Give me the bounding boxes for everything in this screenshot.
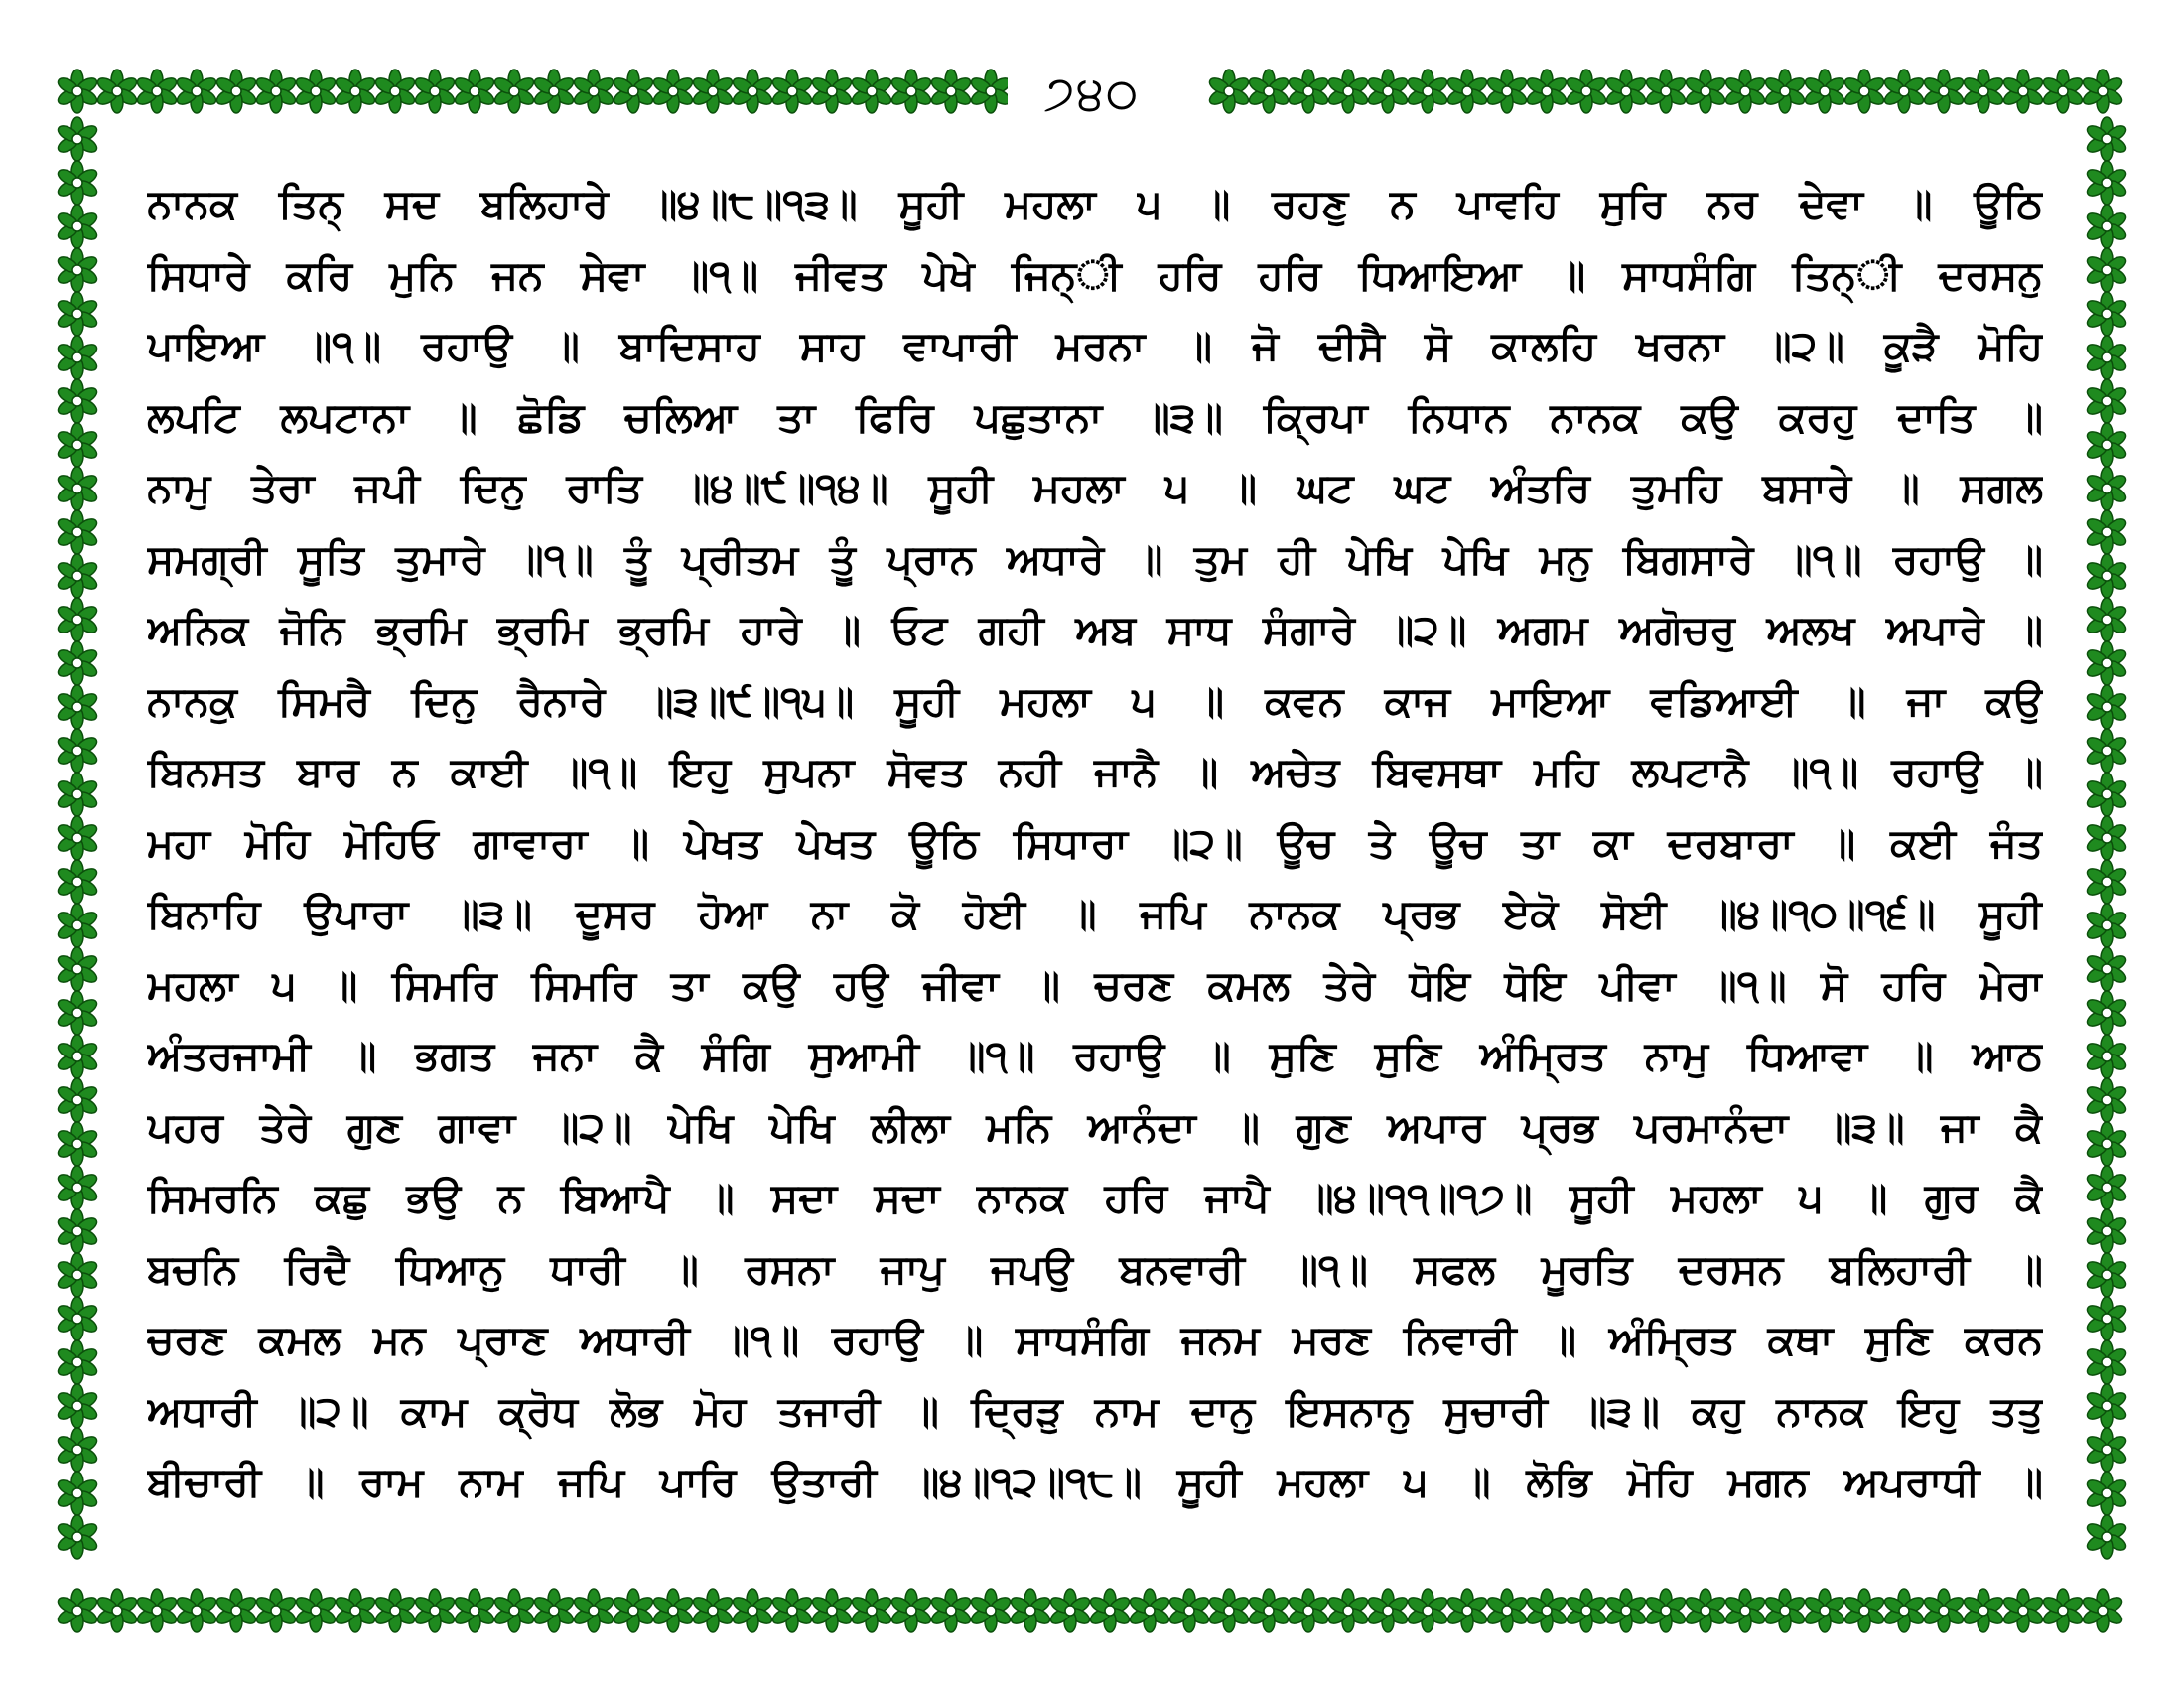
flower-icon — [2085, 423, 2128, 467]
flower-icon — [1803, 70, 1846, 113]
flower-icon — [1128, 1589, 1171, 1632]
flower-icon — [1962, 1589, 2005, 1632]
flower-icon — [2085, 1078, 2128, 1122]
flower-icon — [1763, 70, 1807, 113]
flower-icon — [929, 70, 973, 113]
text-line: ਚਰਣ ਕਮਲ ਮਨ ਪ੍ਰਾਣ ਅਧਾਰੀ ॥੧॥ ਰਹਾਉ ॥ ਸਾਧਸੰਗਿ ਜਨਮ ਮਰਣ ਨਿਵਾਰੀ ॥ ਅੰਮ੍ਰਿਤ ਕਥਾ ਸੁਣਿ ਕਰਨ — [147, 1316, 2043, 1363]
flower-icon — [1366, 70, 1410, 113]
flower-icon — [532, 70, 576, 113]
flower-icon — [413, 70, 457, 113]
flower-icon — [2085, 860, 2128, 904]
flower-icon — [572, 70, 615, 113]
text-line: ਅਨਿਕ ਜੋਨਿ ਭ੍ਰਮਿ ਭ੍ਰਮਿ ਭ੍ਰਮਿ ਹਾਰੇ ॥ ਓਟ ਗਹੀ ਅਬ ਸਾਧ ਸੰਗਾਰੇ ॥੨॥ ਅਗਮ ਅਗੋਚਰੁ ਅਲਖ ਅਪਾਰੇ ॥ — [147, 606, 2043, 653]
flower-icon — [2085, 1515, 2128, 1559]
flower-icon — [2001, 1589, 2045, 1632]
flower-icon — [214, 1589, 258, 1632]
flower-icon — [56, 1122, 99, 1166]
flower-icon — [2085, 816, 2128, 860]
flower-icon — [56, 1253, 99, 1297]
flower-icon — [1803, 1589, 1846, 1632]
flower-icon — [56, 205, 99, 248]
flower-icon — [612, 1589, 655, 1632]
flower-icon — [2085, 205, 2128, 248]
flower-icon — [56, 1078, 99, 1122]
flower-icon — [56, 1035, 99, 1078]
flower-icon — [2085, 1384, 2128, 1428]
text-line: ਸਿਧਾਰੇ ਕਰਿ ਮੁਨਿ ਜਨ ਸੇਵਾ ॥੧॥ ਜੀਵਤ ਪੇਖੇ ਜਿਨ੍ੀ ਹਰਿ ਹਰਿ ਧਿਆਇਆ ॥ ਸਾਧਸੰਗਿ ਤਿਨ੍ੀ ਦਰਸਨੁ — [147, 250, 2043, 299]
flower-icon — [731, 1589, 774, 1632]
flower-icon — [1604, 1589, 1648, 1632]
flower-icon — [492, 1589, 536, 1632]
flower-icon — [56, 117, 99, 161]
flower-icon — [1882, 70, 1926, 113]
flower-icon — [56, 423, 99, 467]
flower-icon — [254, 1589, 298, 1632]
flower-icon — [889, 70, 933, 113]
flower-icon — [1207, 1589, 1251, 1632]
flower-icon — [56, 1340, 99, 1384]
flower-icon — [2085, 117, 2128, 161]
flower-icon — [294, 1589, 338, 1632]
text-line: ਅਧਾਰੀ ॥੨॥ ਕਾਮ ਕ੍ਰੋਧ ਲੋਭ ਮੋਹ ਤਜਾਰੀ ॥ ਦ੍ਰਿੜੁ ਨਾਮ ਦਾਨੁ ਇਸਨਾਨੁ ਸੁਚਾਰੀ ॥੩॥ ਕਹੁ ਨਾਨਕ ਇਹੁ ਤਤੁ — [147, 1386, 2043, 1435]
page-number: ੭੪੦ — [1008, 58, 1176, 129]
flower-icon — [1723, 70, 1767, 113]
text-line: ਲਪਟਿ ਲਪਟਾਨਾ ॥ ਛੋਡਿ ਚਲਿਆ ਤਾ ਫਿਰਿ ਪਛੁਤਾਨਾ ॥੩॥ ਕ੍ਰਿਪਾ ਨਿਧਾਨ ਨਾਨਕ ਕਉ ਕਰਹੁ ਦਾਤਿ ॥ — [147, 392, 2043, 441]
flower-icon — [56, 161, 99, 205]
flower-icon — [1326, 70, 1370, 113]
flower-icon — [612, 70, 655, 113]
flower-icon — [2001, 70, 2045, 113]
flower-icon — [214, 70, 258, 113]
flower-icon — [2085, 1166, 2128, 1209]
flower-icon — [2085, 685, 2128, 729]
text-line: ਬਚਨਿ ਰਿਦੈ ਧਿਆਨੁ ਧਾਰੀ ॥ ਰਸਨਾ ਜਾਪੁ ਜਪਉ ਬਨਵਾਰੀ ॥੧॥ ਸਫਲ ਮੂਰਤਿ ਦਰਸਨ ਬਲਿਹਾਰੀ ॥ — [147, 1244, 2043, 1293]
flower-icon — [2085, 554, 2128, 598]
text-line: ਸਮਗ੍ਰੀ ਸੂਤਿ ਤੁਮਾਰੇ ॥੧॥ ਤੂੰ ਪ੍ਰੀਤਮ ਤੂੰ ਪ੍ਰਾਨ ਅਧਾਰੇ ॥ ਤੁਮ ਹੀ ਪੇਖਿ ਪੇਖਿ ਮਨੁ ਬਿਗਸਾਰੇ ॥੧॥ ਰਹਾਉ ॥ — [147, 534, 2043, 583]
flower-icon — [2085, 1035, 2128, 1078]
flower-icon — [56, 991, 99, 1035]
flower-icon — [2085, 641, 2128, 685]
flower-icon — [56, 554, 99, 598]
flower-icon — [56, 816, 99, 860]
flower-icon — [373, 1589, 417, 1632]
flower-icon — [969, 70, 1013, 113]
flower-icon — [1485, 70, 1529, 113]
flower-icon — [1247, 1589, 1291, 1632]
text-line: ਅੰਤਰਜਾਮੀ ॥ ਭਗਤ ਜਨਾ ਕੈ ਸੰਗਿ ਸੁਆਮੀ ॥੧॥ ਰਹਾਉ ॥ ਸੁਣਿ ਸੁਣਿ ਅੰਮ੍ਰਿਤ ਨਾਮੁ ਧਿਆਵਾ ॥ ਆਠ — [147, 1032, 2043, 1079]
flower-icon — [56, 70, 99, 113]
flower-icon — [2085, 467, 2128, 510]
flower-icon — [294, 70, 338, 113]
flower-icon — [56, 292, 99, 336]
flower-icon — [56, 729, 99, 773]
flower-icon — [56, 1166, 99, 1209]
flower-icon — [2085, 1472, 2128, 1515]
flower-icon — [56, 773, 99, 816]
flower-icon — [56, 860, 99, 904]
flower-icon — [1843, 1589, 1886, 1632]
flower-icon — [1525, 1589, 1569, 1632]
flower-icon — [731, 70, 774, 113]
flower-icon — [1684, 70, 1727, 113]
flower-icon — [95, 1589, 139, 1632]
flower-icon — [1882, 1589, 1926, 1632]
flower-icon — [453, 1589, 496, 1632]
flower-icon — [1048, 1589, 1092, 1632]
flower-icon — [2085, 947, 2128, 991]
text-line: ਨਾਨਕ ਤਿਨ੍ ਸਦ ਬਲਿਹਾਰੇ ॥੪॥੮॥੧੩॥ ਸੂਹੀ ਮਹਲਾ ੫ ॥ ਰਹਣੁ ਨ ਪਾਵਹਿ ਸੁਰਿ ਨਰ ਦੇਵਾ ॥ ਊਠਿ — [147, 180, 2043, 227]
flower-icon — [1287, 1589, 1330, 1632]
flower-icon — [2085, 773, 2128, 816]
flower-icon — [135, 70, 179, 113]
flower-icon — [373, 70, 417, 113]
flower-icon — [1406, 1589, 1449, 1632]
flower-icon — [2085, 729, 2128, 773]
flower-icon — [850, 1589, 893, 1632]
flower-icon — [2085, 1297, 2128, 1340]
text-line: ਮਹਲਾ ੫ ॥ ਸਿਮਰਿ ਸਿਮਰਿ ਤਾ ਕਉ ਹਉ ਜੀਵਾ ॥ ਚਰਣ ਕਮਲ ਤੇਰੇ ਧੋਇ ਧੋਇ ਪੀਵਾ ॥੧॥ ਸੋ ਹਰਿ ਮੇਰਾ — [147, 960, 2043, 1009]
flower-icon — [56, 510, 99, 554]
flower-icon — [1644, 70, 1688, 113]
flower-icon — [1326, 1589, 1370, 1632]
flower-icon — [889, 1589, 933, 1632]
flower-icon — [2085, 292, 2128, 336]
flower-icon — [2085, 1340, 2128, 1384]
flower-icon — [1445, 70, 1489, 113]
flower-icon — [2085, 598, 2128, 641]
flower-icon — [56, 904, 99, 947]
flower-icon — [572, 1589, 615, 1632]
flower-icon — [850, 70, 893, 113]
text-line: ਮਹਾ ਮੋਹਿ ਮੋਹਿਓ ਗਾਵਾਰਾ ॥ ਪੇਖਤ ਪੇਖਤ ਊਠਿ ਸਿਧਾਰਾ ॥੨॥ ਊਚ ਤੇ ਊਚ ਤਾ ਕਾ ਦਰਬਾਰਾ ॥ ਕਈ ਜੰਤ — [147, 818, 2043, 867]
flower-icon — [2085, 1209, 2128, 1253]
flower-icon — [334, 1589, 377, 1632]
flower-icon — [254, 70, 298, 113]
flower-icon — [56, 336, 99, 379]
text-line: ਪਹਰ ਤੇਰੇ ਗੁਣ ਗਾਵਾ ॥੨॥ ਪੇਖਿ ਪੇਖਿ ਲੀਲਾ ਮਨਿ ਆਨੰਦਾ ॥ ਗੁਣ ਅਪਾਰ ਪ੍ਰਭ ਪਰਮਾਨੰਦਾ ॥੩॥ ਜਾ ਕੈ — [147, 1102, 2043, 1151]
flower-icon — [2041, 1589, 2085, 1632]
flower-icon — [1366, 1589, 1410, 1632]
flower-icon — [135, 1589, 179, 1632]
flower-icon — [1088, 1589, 1132, 1632]
flower-icon — [1167, 1589, 1211, 1632]
flower-icon — [1922, 70, 1966, 113]
flower-icon — [56, 1209, 99, 1253]
flower-icon — [334, 70, 377, 113]
text-line: ਨਾਮੁ ਤੇਰਾ ਜਪੀ ਦਿਨੁ ਰਾਤਿ ॥੪॥੯॥੧੪॥ ਸੂਹੀ ਮਹਲਾ ੫ ॥ ਘਟ ਘਟ ਅੰਤਰਿ ਤੁਮਹਿ ਬਸਾਰੇ ॥ ਸਗਲ — [147, 464, 2043, 511]
flower-icon — [2081, 70, 2124, 113]
flower-icon — [929, 1589, 973, 1632]
flower-icon — [691, 1589, 735, 1632]
flower-icon — [1604, 70, 1648, 113]
flower-icon — [1763, 1589, 1807, 1632]
flower-icon — [492, 70, 536, 113]
flower-icon — [56, 641, 99, 685]
flower-icon — [1485, 1589, 1529, 1632]
flower-icon — [1843, 70, 1886, 113]
flower-icon — [1009, 1589, 1052, 1632]
flower-icon — [56, 598, 99, 641]
flower-icon — [1525, 70, 1569, 113]
flower-icon — [2085, 1253, 2128, 1297]
flower-icon — [1962, 70, 2005, 113]
scripture-text-block — [147, 169, 2043, 1518]
text-line: ਬਿਨਾਹਿ ਉਪਾਰਾ ॥੩॥ ਦੂਸਰ ਹੋਆ ਨਾ ਕੋ ਹੋਈ ॥ ਜਪਿ ਨਾਨਕ ਪ੍ਰਭ ਏਕੋ ਸੋਈ ॥੪॥੧੦॥੧੬॥ ਸੂਹੀ — [147, 890, 2043, 937]
flower-icon — [95, 70, 139, 113]
flower-icon — [2085, 904, 2128, 947]
flower-icon — [2081, 1589, 2124, 1632]
flower-icon — [2041, 70, 2085, 113]
flower-icon — [1684, 1589, 1727, 1632]
text-line: ਸਿਮਰਨਿ ਕਛੁ ਭਉ ਨ ਬਿਆਪੈ ॥ ਸਦਾ ਸਦਾ ਨਾਨਕ ਹਰਿ ਜਾਪੈ ॥੪॥੧੧॥੧੭॥ ਸੂਹੀ ਮਹਲਾ ੫ ॥ ਗੁਰ ਕੈ — [147, 1174, 2043, 1221]
flower-icon — [2085, 1122, 2128, 1166]
flower-icon — [770, 1589, 814, 1632]
flower-icon — [56, 1472, 99, 1515]
flower-icon — [1644, 1589, 1688, 1632]
flower-icon — [175, 70, 218, 113]
flower-icon — [810, 70, 854, 113]
flower-icon — [56, 1428, 99, 1472]
flower-icon — [2085, 336, 2128, 379]
flower-icon — [56, 947, 99, 991]
flower-icon — [2085, 161, 2128, 205]
flower-icon — [1565, 1589, 1608, 1632]
flower-icon — [453, 70, 496, 113]
flower-icon — [56, 1384, 99, 1428]
flower-icon — [56, 1515, 99, 1559]
flower-icon — [56, 467, 99, 510]
flower-icon — [1445, 1589, 1489, 1632]
flower-icon — [2085, 1428, 2128, 1472]
flower-icon — [1247, 70, 1291, 113]
flower-icon — [175, 1589, 218, 1632]
flower-icon — [691, 70, 735, 113]
flower-icon — [1723, 1589, 1767, 1632]
flower-icon — [2085, 991, 2128, 1035]
flower-icon — [2085, 248, 2128, 292]
flower-icon — [56, 1297, 99, 1340]
text-line: ਪਾਇਆ ॥੧॥ ਰਹਾਉ ॥ ਬਾਦਿਸਾਹ ਸਾਹ ਵਾਪਾਰੀ ਮਰਨਾ ॥ ਜੋ ਦੀਸੈ ਸੋ ਕਾਲਹਿ ਖਰਨਾ ॥੨॥ ਕੂੜੈ ਮੋਹਿ — [147, 322, 2043, 369]
flower-icon — [56, 685, 99, 729]
flower-icon — [1207, 70, 1251, 113]
flower-icon — [56, 379, 99, 423]
flower-icon — [1922, 1589, 1966, 1632]
flower-icon — [56, 1589, 99, 1632]
flower-icon — [1406, 70, 1449, 113]
flower-icon — [969, 1589, 1013, 1632]
flower-icon — [810, 1589, 854, 1632]
flower-icon — [770, 70, 814, 113]
flower-icon — [651, 1589, 695, 1632]
flower-icon — [1565, 70, 1608, 113]
text-line: ਬੀਚਾਰੀ ॥ ਰਾਮ ਨਾਮ ਜਪਿ ਪਾਰਿ ਉਤਾਰੀ ॥੪॥੧੨॥੧੮॥ ਸੂਹੀ ਮਹਲਾ ੫ ॥ ਲੋਭਿ ਮੋਹਿ ਮਗਨ ਅਪਰਾਧੀ ॥ — [147, 1458, 2043, 1505]
flower-icon — [2085, 379, 2128, 423]
flower-icon — [413, 1589, 457, 1632]
flower-icon — [532, 1589, 576, 1632]
flower-icon — [651, 70, 695, 113]
flower-icon — [56, 248, 99, 292]
text-line: ਬਿਨਸਤ ਬਾਰ ਨ ਕਾਈ ॥੧॥ ਇਹੁ ਸੁਪਨਾ ਸੋਵਤ ਨਹੀ ਜਾਨੈ ॥ ਅਚੇਤ ਬਿਵਸਥਾ ਮਹਿ ਲਪਟਾਨੈ ॥੧॥ ਰਹਾਉ ॥ — [147, 748, 2043, 795]
flower-icon — [1287, 70, 1330, 113]
flower-icon — [2085, 510, 2128, 554]
text-line: ਨਾਨਕੁ ਸਿਮਰੈ ਦਿਨੁ ਰੈਨਾਰੇ ॥੩॥੯॥੧੫॥ ਸੂਹੀ ਮਹਲਾ ੫ ॥ ਕਵਨ ਕਾਜ ਮਾਇਆ ਵਡਿਆਈ ॥ ਜਾ ਕਉ — [147, 676, 2043, 725]
